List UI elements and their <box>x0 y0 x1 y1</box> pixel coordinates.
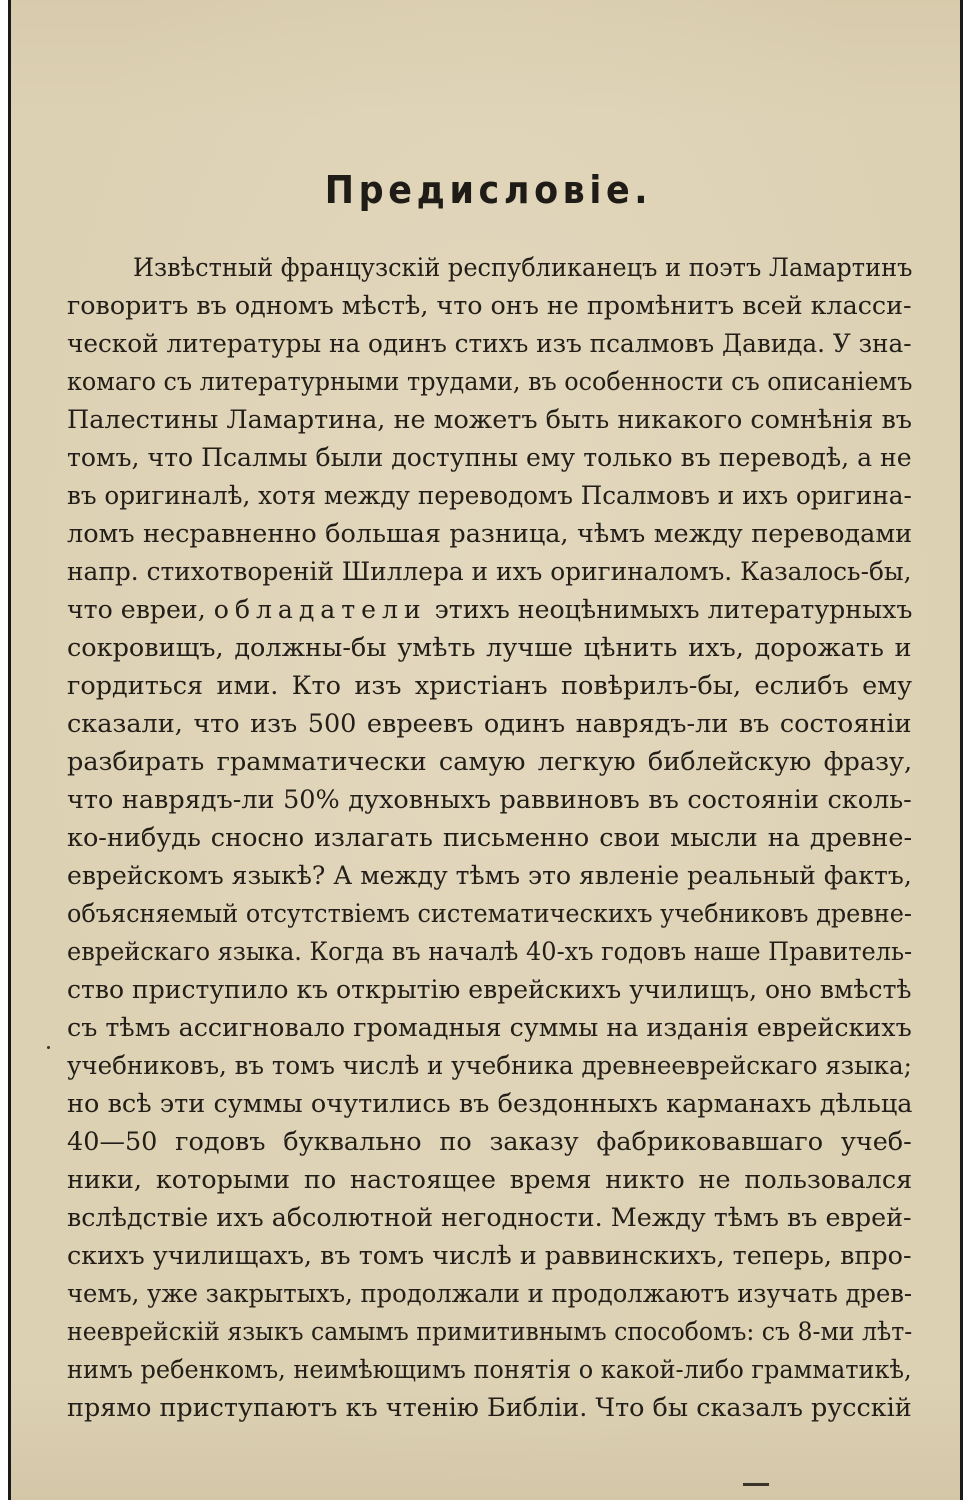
text-line: Извѣстный французскій республиканецъ и поэтъ Ламартинъ <box>133 253 912 283</box>
text-line: еврейскомъ языкѣ? А между тѣмъ это явленіе реальный фактъ, <box>67 861 912 891</box>
text-line: ники, которыми по настоящее время никто не пользовался <box>67 1165 912 1195</box>
text-line: ческой литературы на одинъ стихъ изъ псалмовъ Давида. У зна- <box>67 329 912 359</box>
text-line: разбирать грамматически самую легкую библейскую фразу, <box>67 747 912 777</box>
text-line: Палестины Ламартина, не можетъ быть никакого сомнѣнія въ <box>67 405 912 435</box>
text-line: нимъ ребенкомъ, неимѣющимъ понятія о какой-либо грамматикѣ, <box>67 1355 912 1385</box>
text-line: учебниковъ, въ томъ числѣ и учебника древнееврейскаго языка; <box>67 1051 912 1081</box>
text-line: напр. стихотвореній Шиллера и ихъ оригиналомъ. Казалось-бы, <box>67 557 912 587</box>
emphasized-word: обладатели <box>213 595 427 625</box>
text-segment: что евреи, <box>67 595 206 625</box>
book-page <box>8 0 963 1500</box>
text-line: въ оригиналѣ, хотя между переводомъ Псалмовъ и ихъ оригина- <box>67 481 912 511</box>
text-line: что наврядъ-ли 50% духовныхъ раввиновъ въ состояніи сколь- <box>67 785 912 815</box>
text-line: чемъ, уже закрытыхъ, продолжали и продолжаютъ изучать древ- <box>67 1279 912 1309</box>
print-speck <box>47 1046 50 1049</box>
text-segment: этихъ неоцѣнимыхъ литературныхъ <box>434 595 912 625</box>
text-line: комаго съ литературными трудами, въ особенности съ описаніемъ <box>67 367 912 397</box>
text-line: еврейскаго языка. Когда въ началѣ 40-хъ годовъ наше Правитель- <box>67 937 912 967</box>
text-line: ко-нибудь сносно излагать письменно свои мысли на древне- <box>67 823 912 853</box>
text-line: но всѣ эти суммы очутились въ бездонныхъ карманахъ дѣльца <box>67 1089 912 1119</box>
text-line: томъ, что Псалмы были доступны ему только въ переводѣ, а не <box>67 443 912 473</box>
text-line: нееврейскій языкъ самымъ примитивнымъ способомъ: съ 8-ми лѣт- <box>67 1317 912 1347</box>
text-line: прямо приступаютъ къ чтенію Библіи. Что бы сказалъ русскій <box>67 1393 912 1423</box>
text-line: сокровищъ, должны-бы умѣть лучше цѣнить ихъ, дорожать и <box>67 633 912 663</box>
text-line: говоритъ въ одномъ мѣстѣ, что онъ не промѣнитъ всей класси- <box>67 291 912 321</box>
text-line: объясняемый отсутствіемъ систематическихъ учебниковъ древне- <box>67 899 912 929</box>
text-line: сказали, что изъ 500 евреевъ одинъ наврядъ-ли въ состояніи <box>67 709 912 739</box>
text-line: вслѣдствіе ихъ абсолютной негодности. Между тѣмъ въ еврей- <box>67 1203 912 1233</box>
page-title: Предисловіе. <box>324 168 653 212</box>
text-line <box>67 592 912 628</box>
text-line: скихъ училищахъ, въ томъ числѣ и раввинскихъ, теперь, впро- <box>67 1241 912 1271</box>
text-line: гордиться ими. Кто изъ христіанъ повѣрилъ-бы, еслибъ ему <box>67 671 912 701</box>
text-line: ство приступило къ открытію еврейскихъ училищъ, оно вмѣстѣ <box>67 975 912 1005</box>
print-mark <box>743 1483 769 1486</box>
text-line: съ тѣмъ ассигновало громадныя суммы на изданія еврейскихъ <box>67 1013 912 1043</box>
text-line: 40—50 годовъ буквально по заказу фабриковавшаго учеб- <box>67 1127 912 1157</box>
text-line: ломъ несравненно большая разница, чѣмъ между переводами <box>67 519 912 549</box>
